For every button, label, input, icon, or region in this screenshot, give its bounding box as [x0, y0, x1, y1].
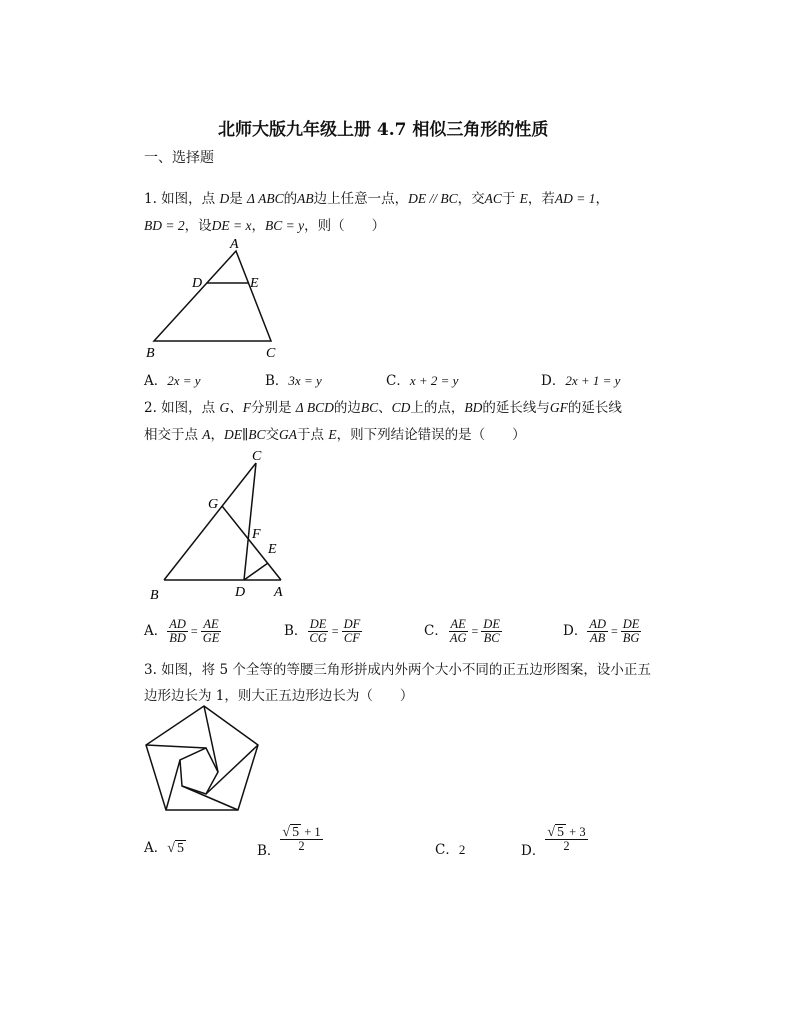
label-d: D	[192, 276, 203, 291]
q1-option-c[interactable]: C．x + 2 = y	[386, 373, 459, 389]
q3-option-c[interactable]: C．2	[435, 842, 466, 858]
q3-line2: 边形边长为 1，则大正五边形边长为（ ）	[144, 688, 414, 704]
page-title: 北师大版九年级上册 4.7 相似三角形的性质	[218, 120, 549, 140]
triangle-edge-4	[166, 760, 180, 810]
label-g: G	[208, 497, 219, 512]
q1-line2: BD = 2，设DE = x，BC = y，则（ ）	[144, 218, 386, 234]
q1-triangle-figure	[140, 234, 290, 362]
label-c: C	[266, 346, 276, 361]
q3-option-d[interactable]: D． $\frac{√ 5 + 3}{2}$	[521, 825, 586, 859]
label-a: A	[274, 585, 283, 600]
q1-option-d[interactable]: D．2x + 1 = y	[541, 373, 621, 389]
label-e: E	[268, 542, 277, 557]
label-e: E	[250, 276, 259, 291]
label-c: C	[252, 449, 262, 464]
q1-option-b[interactable]: B．3x = y	[265, 373, 322, 389]
segment-de	[244, 563, 268, 580]
q2-option-b[interactable]: B． $\frac{DE}{CG}$ = $\frac{DF}{CF}$	[284, 617, 361, 645]
q3-pentagon-figure	[140, 700, 265, 820]
q1-option-a[interactable]: A．2x = y	[144, 373, 201, 389]
segment-cd	[244, 463, 256, 580]
q2-line2: 相交于点 A，DE∥BC交GA于点 E，则下列结论错误的是（ ）	[144, 427, 526, 443]
label-b: B	[146, 346, 155, 361]
q2-option-d[interactable]: D． $\frac{AD}{AB}$ = $\frac{DE}{BG}$	[563, 617, 640, 645]
q3-option-b[interactable]: B． $\frac{√ 5 + 1}{2}$	[257, 825, 321, 859]
q3-option-a[interactable]: A．√ 5	[144, 840, 184, 856]
label-b: B	[150, 588, 159, 603]
triangle-edge-5	[146, 745, 206, 748]
q2-line1: 2. 如图，点 G、F分别是 Δ BCD的边BC、CD上的点，BD的延长线与GF的延长线	[144, 400, 622, 416]
label-d: D	[235, 585, 246, 600]
q1-line1: 1. 如图，点 D是 Δ ABC的AB边上任意一点，DE // BC，交AC于 E，若AD = 1，	[144, 191, 609, 207]
label-a: A	[230, 237, 239, 252]
triangle-edge-1	[204, 706, 218, 772]
q2-option-a[interactable]: A． $\frac{AD}{BD}$ = $\frac{AE}{GE}$	[144, 617, 220, 645]
q2-triangle-figure	[140, 444, 300, 604]
section-heading: 一、选择题	[144, 150, 214, 166]
triangle-abc	[154, 251, 271, 341]
segment-bc	[164, 463, 256, 580]
q2-option-c[interactable]: C． $\frac{AE}{AG}$ = $\frac{DE}{BC}$	[424, 617, 500, 645]
q3-line1: 3. 如图，将 5 个全等的等腰三角形拼成内外两个大小不同的正五边形图案，设小正五	[144, 662, 651, 678]
label-f: F	[252, 527, 261, 542]
